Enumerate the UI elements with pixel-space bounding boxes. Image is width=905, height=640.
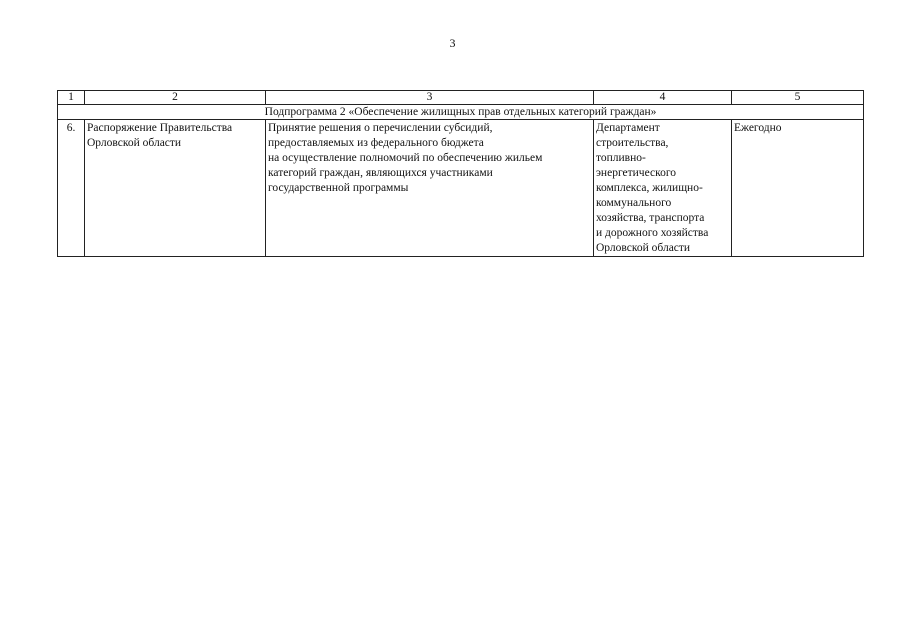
header-cell-2: 2 [85,91,266,105]
table-header-row [58,91,864,105]
measures-table [57,90,864,257]
header-cell-5: 5 [732,91,864,105]
row-number-cell: 6. [58,120,85,257]
header-cell-1: 1 [58,91,85,105]
subprogram-title: Подпрограмма 2 «Обеспечение жилищных прав отдельных категорий граждан» [58,105,864,120]
header-cell-4: 4 [594,91,732,105]
content-cell: Принятие решения о перечислении субсидий, предоставляемых из федерального бюджета на осуществление полномочий по обеспечению жильем категорий граждан, являющихся участниками государственной программы [266,120,594,257]
header-cell-3: 3 [266,91,594,105]
page-number: 3 [449,36,456,50]
term-cell: Ежегодно [732,120,864,257]
responsible-cell: Департамент строительства, топливно- энергетического комплекса, жилищно- коммунального хозяйства, транспорта и дорожного хозяйства Орловской области [594,120,732,257]
document-cell: Распоряжение Правительства Орловской области [85,120,266,257]
table-row [58,120,864,257]
subprogram-row [58,105,864,120]
